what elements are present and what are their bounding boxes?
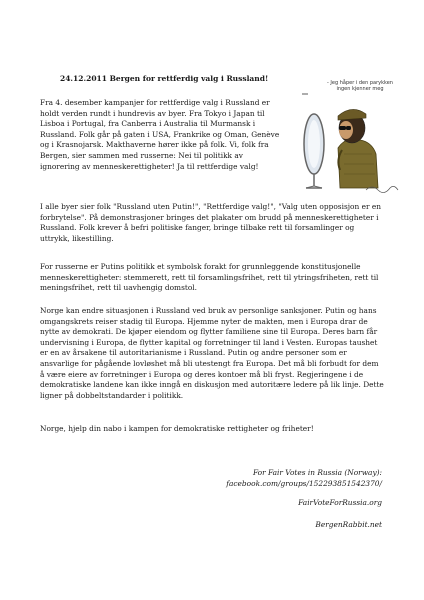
document-title: 24.12.2011 Bergen for rettferdig valg i Russland! xyxy=(60,74,269,83)
footer-site-link-2[interactable]: BergenRabbit.net xyxy=(315,520,382,529)
footer-site-link-1[interactable]: FairVoteForRussia.org xyxy=(298,498,382,507)
paragraph-rights: For russerne er Putins politikk et symbolsk forakt for grunnleggende konstitusjonelle menneskerettigheter: stemmerett, rett til forsamlingsfrihet, rett til ytringsfriheten, rett til meningsfrihet, rett til uavhengig domstol. xyxy=(40,262,379,293)
speech-bubble-text xyxy=(318,80,402,92)
speech-line-2: ingen kjenner meg xyxy=(336,86,384,92)
paragraph-sanctions: Norge kan endre situasjonen i Russland ved bruk av personlige sanksjoner. Putin og hans omgangskrets reiser stadig til Europa. Hjemme nyter de makten, men i Europa drar de nytte av demokrati. De kjøper eiendom og flytter familiene sine til Europa. Deres barn får undervisning i Europa, de flytter kapital og forretninger til land i Vesten. Europas taushet er en av årsakene til autoritarianisme i Russland. Putin og andre personer som er ansvarlige for pågående lovløshet må bli utestengt fra Europa. Det må bli forbudt for dem å være eiere av forretninger i Europa og deres kontoer må bli fryst. Regjeringene i de demokratiske landene kan ikke inngå en diskusjon med autoritære ledere på lik linje. Dette ligner på dobbeltstandarder i politikk. xyxy=(40,306,384,400)
paragraph-appeal: Norge, hjelp din nabo i kampen for demokratiske rettigheter og friheter! xyxy=(40,424,314,433)
cartoon-illustration xyxy=(286,78,406,200)
footer-facebook-link[interactable]: facebook.com/groups/152293851542370/ xyxy=(226,478,382,488)
cartoon-figure-icon xyxy=(286,78,406,200)
speech-line-1: - Jeg håper i den parykken xyxy=(327,80,393,86)
footer-organization xyxy=(162,468,382,489)
paragraph-slogans: I alle byer sier folk "Russland uten Putin!", "Rettferdige valg!", "Valg uten opposisjon er en forbrytelse". På demonstrasjoner bringes det plakater om brudd på menneskerettigheter i Russland. Folk krever å befri politiske fanger, bringe tilbake rett til forsamlinger og uttrykk, likestilling. xyxy=(40,202,381,243)
paragraph-intro: Fra 4. desember kampanjer for rettferdige valg i Russland er holdt verden rundt i hundrevis av byer. Fra Tokyo i Japan til Lisboa i Portugal, fra Canberra i Australia til Murmansk i Russland. Folk går på gaten i USA, Frankrike og Oman, Genève og i Krasnojarsk. Makthaverne hører ikke på folk. Vi, folk fra Bergen, sier sammen med russerne: Nei til politikk av ignorering av menneskerettigheter! Ja til rettferdige valg! xyxy=(40,98,280,171)
footer-org-name: For Fair Votes in Russia (Norway): xyxy=(252,468,382,477)
